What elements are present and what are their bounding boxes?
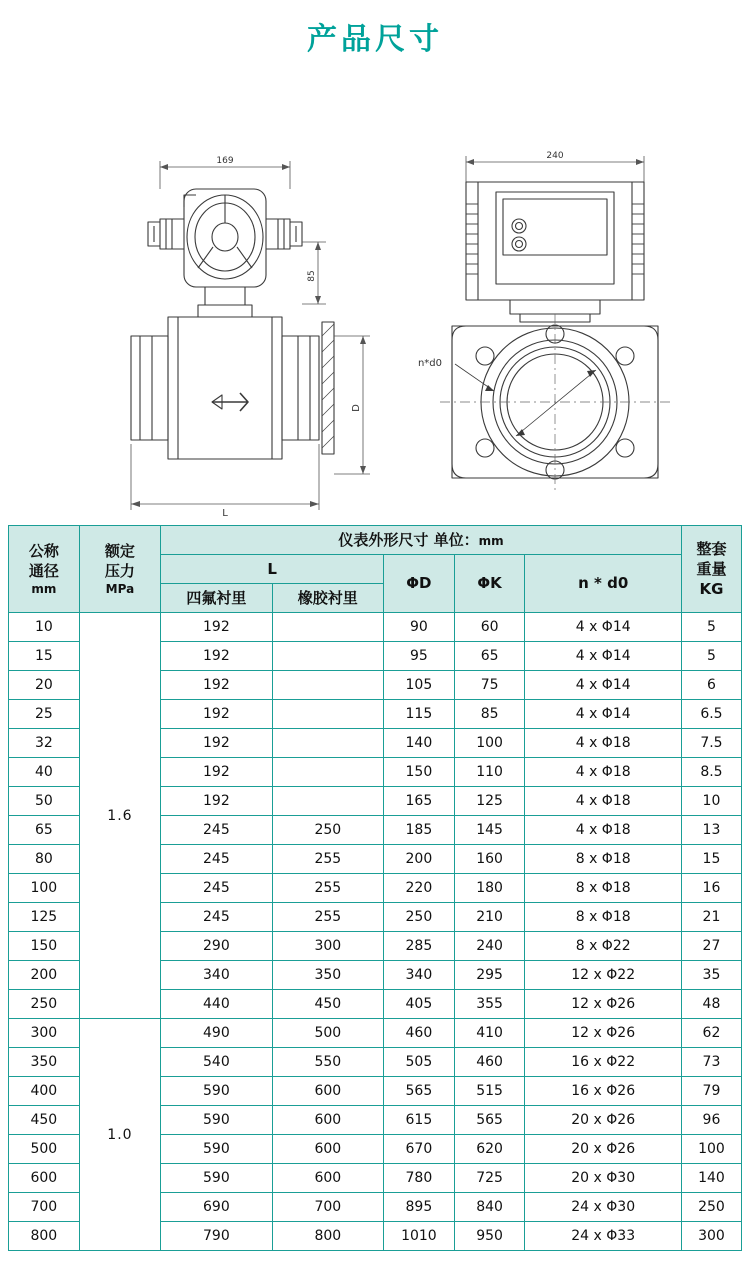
cell-n-d0: 4 x Φ18 [525,787,681,816]
header-weight-unit: KG [699,580,724,599]
table-header-row-1 [9,526,742,555]
cell-phi-d: 185 [384,816,455,845]
cell-length-ptfe: 690 [161,1193,272,1222]
cell-weight: 6.5 [681,700,741,729]
header-pressure-line1: 额定 [104,541,135,560]
header-nominal-line2: 通径 [28,561,59,580]
cell-phi-k: 160 [454,845,525,874]
cell-n-d0: 8 x Φ18 [525,903,681,932]
dim-240-label: 240 [546,151,564,161]
cell-phi-d: 105 [384,671,455,700]
header-instrument-dimensions [161,526,682,555]
header-phi-K: ΦK [454,555,525,613]
cell-phi-k: 75 [454,671,525,700]
cell-length-rubber [272,671,383,700]
dim-L-label: L [222,508,228,519]
cell-length-ptfe: 790 [161,1222,272,1251]
cell-phi-d: 220 [384,874,455,903]
cell-nominal-diameter: 80 [9,845,80,874]
cell-phi-k: 620 [454,1135,525,1164]
cell-length-rubber [272,700,383,729]
cell-n-d0: 16 x Φ22 [525,1048,681,1077]
cell-nominal-diameter: 32 [9,729,80,758]
cell-phi-k: 950 [454,1222,525,1251]
cell-length-rubber: 600 [272,1106,383,1135]
dim-169-label: 169 [216,156,234,166]
cell-nominal-diameter: 40 [9,758,80,787]
cell-phi-k: 180 [454,874,525,903]
cell-nominal-diameter: 400 [9,1077,80,1106]
cell-nominal-diameter: 125 [9,903,80,932]
header-group-title: 仪表外形尺寸 单位： [338,530,479,549]
cell-weight: 21 [681,903,741,932]
table-body [9,613,742,1251]
cell-n-d0: 8 x Φ22 [525,932,681,961]
cell-length-ptfe: 245 [161,845,272,874]
cell-phi-d: 565 [384,1077,455,1106]
cell-weight: 300 [681,1222,741,1251]
cell-nominal-diameter: 50 [9,787,80,816]
cell-phi-d: 165 [384,787,455,816]
cell-length-rubber [272,729,383,758]
header-pressure-unit: MPa [105,582,135,597]
cell-weight: 8.5 [681,758,741,787]
cell-weight: 100 [681,1135,741,1164]
cell-length-rubber: 600 [272,1135,383,1164]
cell-nominal-diameter: 350 [9,1048,80,1077]
cell-phi-d: 90 [384,613,455,642]
cell-weight: 13 [681,816,741,845]
cell-n-d0: 20 x Φ26 [525,1106,681,1135]
cell-length-ptfe: 590 [161,1164,272,1193]
table-row [9,1019,742,1048]
cell-phi-d: 140 [384,729,455,758]
cell-length-ptfe: 290 [161,932,272,961]
cell-phi-k: 295 [454,961,525,990]
cell-rated-pressure: 1.6 [79,613,160,1019]
cell-phi-k: 355 [454,990,525,1019]
cell-phi-d: 250 [384,903,455,932]
cell-weight: 27 [681,932,741,961]
cell-length-rubber: 300 [272,932,383,961]
cell-phi-k: 840 [454,1193,525,1222]
cell-weight: 62 [681,1019,741,1048]
dim-D-label: D [351,404,362,412]
cell-phi-d: 895 [384,1193,455,1222]
cell-length-ptfe: 192 [161,700,272,729]
cell-phi-k: 565 [454,1106,525,1135]
cell-rated-pressure: 1.0 [79,1019,160,1251]
cell-weight: 15 [681,845,741,874]
cell-n-d0: 20 x Φ30 [525,1164,681,1193]
spec-table-wrap [0,519,750,1265]
cell-length-ptfe: 192 [161,758,272,787]
cell-weight: 96 [681,1106,741,1135]
technical-drawing [0,64,750,519]
cell-length-ptfe: 590 [161,1077,272,1106]
cell-n-d0: 4 x Φ18 [525,729,681,758]
cell-length-ptfe: 192 [161,787,272,816]
cell-phi-k: 125 [454,787,525,816]
cell-nominal-diameter: 150 [9,932,80,961]
cell-length-rubber: 600 [272,1164,383,1193]
cell-phi-k: 110 [454,758,525,787]
cell-weight: 250 [681,1193,741,1222]
cell-phi-d: 95 [384,642,455,671]
header-weight-line2: 重量 [696,559,727,578]
cell-length-ptfe: 245 [161,903,272,932]
page-title: 产品尺寸 [307,22,443,57]
cell-nominal-diameter: 20 [9,671,80,700]
header-group-unit: mm [478,533,504,548]
header-total-weight [681,526,741,613]
header-nominal-unit: mm [31,582,57,597]
cell-length-rubber: 600 [272,1077,383,1106]
cell-n-d0: 12 x Φ26 [525,1019,681,1048]
header-L-rubber: 橡胶衬里 [272,584,383,613]
cell-n-d0: 8 x Φ18 [525,874,681,903]
cell-length-rubber: 350 [272,961,383,990]
cell-weight: 10 [681,787,741,816]
cell-length-ptfe: 245 [161,874,272,903]
cell-phi-k: 65 [454,642,525,671]
cell-length-ptfe: 590 [161,1106,272,1135]
cell-nominal-diameter: 800 [9,1222,80,1251]
cell-phi-d: 1010 [384,1222,455,1251]
header-L-ptfe: 四氟衬里 [161,584,272,613]
cell-n-d0: 16 x Φ26 [525,1077,681,1106]
cell-length-rubber [272,758,383,787]
cell-phi-d: 460 [384,1019,455,1048]
cell-length-ptfe: 192 [161,642,272,671]
header-length-L: L [161,555,384,584]
cell-length-rubber: 250 [272,816,383,845]
cell-length-rubber: 550 [272,1048,383,1077]
cell-phi-k: 460 [454,1048,525,1077]
cell-phi-k: 145 [454,816,525,845]
cell-length-rubber: 255 [272,845,383,874]
cell-weight: 140 [681,1164,741,1193]
cell-length-ptfe: 540 [161,1048,272,1077]
header-nominal-diameter [9,526,80,613]
cell-n-d0: 4 x Φ14 [525,642,681,671]
cell-weight: 35 [681,961,741,990]
cell-length-ptfe: 490 [161,1019,272,1048]
cell-length-rubber: 800 [272,1222,383,1251]
header-nominal-line1: 公称 [28,541,59,560]
cell-nominal-diameter: 25 [9,700,80,729]
cell-nominal-diameter: 65 [9,816,80,845]
cell-n-d0: 4 x Φ14 [525,671,681,700]
cell-length-rubber: 255 [272,874,383,903]
cell-length-rubber: 700 [272,1193,383,1222]
cell-length-rubber: 255 [272,903,383,932]
cell-n-d0: 24 x Φ30 [525,1193,681,1222]
cell-length-ptfe: 245 [161,816,272,845]
header-weight-line1: 整套 [696,539,727,558]
header-rated-pressure [79,526,160,613]
cell-n-d0: 24 x Φ33 [525,1222,681,1251]
cell-nominal-diameter: 10 [9,613,80,642]
cell-phi-k: 240 [454,932,525,961]
header-phi-D: ΦD [384,555,455,613]
cell-phi-d: 505 [384,1048,455,1077]
cell-length-rubber [272,787,383,816]
cell-nominal-diameter: 100 [9,874,80,903]
cell-phi-k: 410 [454,1019,525,1048]
cell-n-d0: 8 x Φ18 [525,845,681,874]
cell-length-ptfe: 590 [161,1135,272,1164]
cell-length-ptfe: 340 [161,961,272,990]
cell-phi-d: 670 [384,1135,455,1164]
cell-weight: 6 [681,671,741,700]
cell-phi-k: 85 [454,700,525,729]
cell-phi-k: 60 [454,613,525,642]
header-n-d0: n * d0 [525,555,681,613]
cell-nominal-diameter: 600 [9,1164,80,1193]
cell-phi-k: 515 [454,1077,525,1106]
cell-nominal-diameter: 700 [9,1193,80,1222]
cell-phi-d: 200 [384,845,455,874]
cell-phi-k: 210 [454,903,525,932]
cell-length-rubber: 500 [272,1019,383,1048]
dim-85-label: 85 [307,270,317,282]
cell-weight: 16 [681,874,741,903]
cell-n-d0: 4 x Φ14 [525,700,681,729]
dimensions-table [8,525,742,1251]
cell-phi-k: 100 [454,729,525,758]
cell-length-ptfe: 440 [161,990,272,1019]
cell-weight: 7.5 [681,729,741,758]
cell-weight: 5 [681,642,741,671]
cell-weight: 79 [681,1077,741,1106]
cell-nominal-diameter: 200 [9,961,80,990]
cell-weight: 73 [681,1048,741,1077]
cell-nominal-diameter: 300 [9,1019,80,1048]
cell-phi-k: 725 [454,1164,525,1193]
cell-length-ptfe: 192 [161,729,272,758]
cell-nominal-diameter: 500 [9,1135,80,1164]
cell-phi-d: 405 [384,990,455,1019]
cell-weight: 48 [681,990,741,1019]
cell-phi-d: 285 [384,932,455,961]
cell-phi-d: 115 [384,700,455,729]
cell-nominal-diameter: 250 [9,990,80,1019]
cell-n-d0: 4 x Φ18 [525,758,681,787]
dim-nd0-label: n*d0 [417,358,443,369]
cell-n-d0: 20 x Φ26 [525,1135,681,1164]
cell-phi-d: 150 [384,758,455,787]
cell-length-rubber: 450 [272,990,383,1019]
cell-nominal-diameter: 15 [9,642,80,671]
cell-phi-d: 615 [384,1106,455,1135]
cell-phi-d: 340 [384,961,455,990]
header-pressure-line2: 压力 [104,561,135,580]
cell-n-d0: 4 x Φ14 [525,613,681,642]
cell-n-d0: 12 x Φ26 [525,990,681,1019]
cell-phi-d: 780 [384,1164,455,1193]
cell-length-rubber [272,642,383,671]
cell-length-rubber [272,613,383,642]
cell-weight: 5 [681,613,741,642]
cell-n-d0: 4 x Φ18 [525,816,681,845]
cell-length-ptfe: 192 [161,613,272,642]
table-row [9,613,742,642]
cell-nominal-diameter: 450 [9,1106,80,1135]
cell-n-d0: 12 x Φ22 [525,961,681,990]
cell-length-ptfe: 192 [161,671,272,700]
